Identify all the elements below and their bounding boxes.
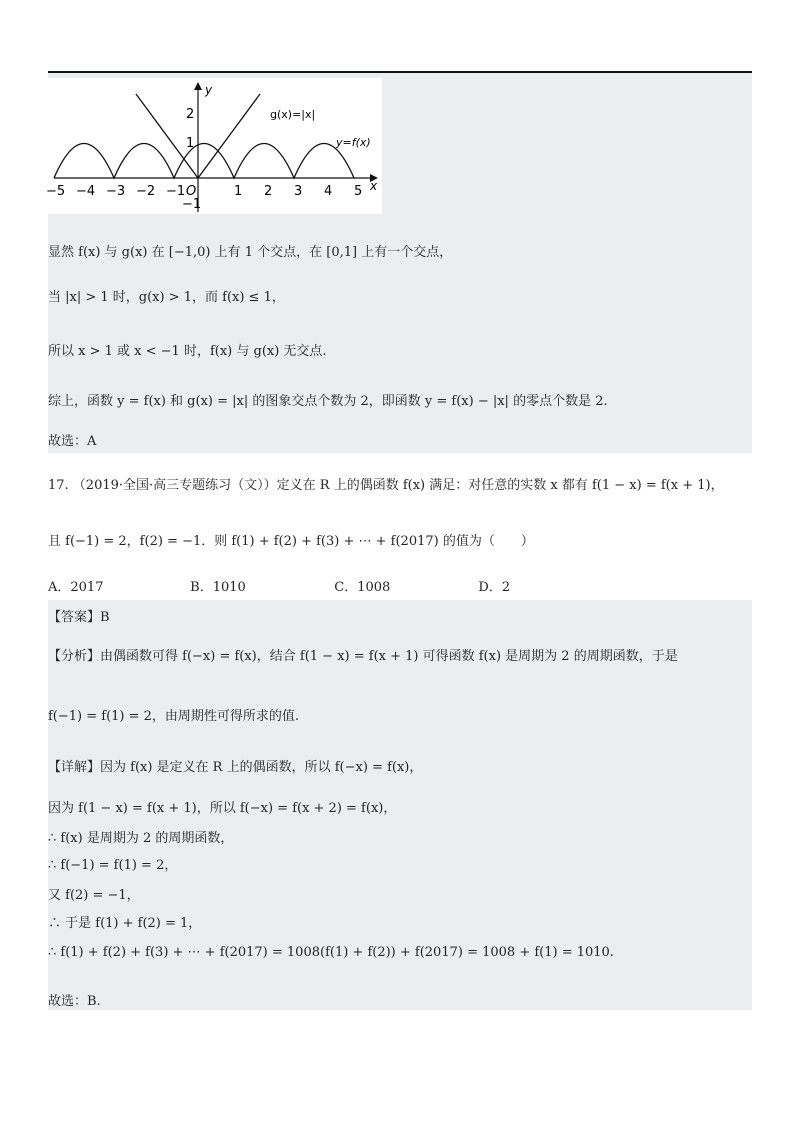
detail-line7: ∴ f(1) + f(2) + f(3) + ⋯ + f(2017) = 1008(f(1) + f(2)) + f(2017) = 1008 + f(1) = 1010. — [48, 945, 614, 960]
option-c: C．1008 — [334, 580, 391, 595]
answer-label: 【答案】B — [48, 610, 110, 625]
q17-stem-line2: 且 f(−1) = 2，f(2) = −1．则 f(1) + f(2) + f(3) + ⋯ + f(2017) 的值为（ ） — [48, 534, 534, 549]
x-tick-m3: −3 — [106, 184, 126, 199]
analysis-line2: f(−1) = f(1) = 2，由周期性可得所求的值. — [48, 709, 300, 724]
x-axis-label: x — [370, 179, 378, 193]
origin-label: O — [186, 184, 197, 199]
detail-answer: 故选：B. — [48, 994, 101, 1009]
x-tick-m1: −1 — [166, 184, 186, 199]
x-tick-3: 3 — [294, 184, 303, 199]
x-tick-4: 4 — [324, 184, 333, 199]
y-tick-1: 1 — [186, 136, 195, 151]
option-a: A．2017 — [48, 580, 104, 595]
y-axis-arrow — [194, 82, 202, 90]
f-curve — [54, 144, 354, 179]
solution16-answer: 故选：A — [48, 434, 97, 449]
y-tick-m1: −1 — [182, 197, 202, 212]
y-axis-label: y — [205, 83, 213, 97]
x-tick-m4: −4 — [76, 184, 96, 199]
g-curve-label: g(x)=|x| — [270, 108, 316, 121]
detail-line5: 又 f(2) = −1， — [48, 888, 140, 903]
x-tick-m2: −2 — [136, 184, 156, 199]
solution16-line2: 当 |x| > 1 时，g(x) > 1，而 f(x) ≤ 1， — [48, 290, 285, 305]
detail-line1: 【详解】因为 f(x) 是定义在 R 上的偶函数，所以 f(−x) = f(x)， — [48, 760, 423, 775]
solution16-line1: 显然 f(x) 与 g(x) 在 [−1,0) 上有 1 个交点，在 [0,1] 上有一个交点， — [48, 245, 453, 260]
graph-svg — [48, 78, 382, 214]
detail-line4: ∴ f(−1) = f(1) = 2， — [48, 858, 178, 873]
x-tick-5: 5 — [354, 184, 363, 199]
x-tick-m5: −5 — [46, 184, 66, 199]
detail-line6: ∴ 于是 f(1) + f(2) = 1， — [48, 916, 202, 931]
x-tick-1: 1 — [234, 184, 243, 199]
detail-line3: ∴ f(x) 是周期为 2 的周期函数， — [48, 831, 234, 846]
solution16-line3: 所以 x > 1 或 x < −1 时，f(x) 与 g(x) 无交点. — [48, 344, 327, 359]
q17-options — [48, 576, 510, 595]
detail-line2: 因为 f(1 − x) = f(x + 1)，所以 f(−x) = f(x + 2) = f(x)， — [48, 801, 397, 816]
solution16-line4: 综上，函数 y = f(x) 和 g(x) = |x| 的图象交点个数为 2，即函数 y = f(x) − |x| 的零点个数是 2. — [48, 394, 608, 409]
option-b: B．1010 — [190, 580, 246, 595]
y-tick-2: 2 — [186, 107, 195, 122]
x-tick-2: 2 — [264, 184, 273, 199]
q17-stem-line1: 17. （2019·全国·高三专题练习（文））定义在 R 上的偶函数 f(x) 满足：对任意的实数 x 都有 f(1 − x) = f(x + 1)， — [48, 478, 724, 493]
function-graph — [48, 78, 382, 214]
option-d: D．2 — [478, 580, 511, 595]
f-curve-label: y=f(x) — [336, 136, 371, 149]
analysis-line1: 【分析】由偶函数可得 f(−x) = f(x)，结合 f(1 − x) = f(x + 1) 可得函数 f(x) 是周期为 2 的周期函数，于是 — [48, 649, 678, 664]
